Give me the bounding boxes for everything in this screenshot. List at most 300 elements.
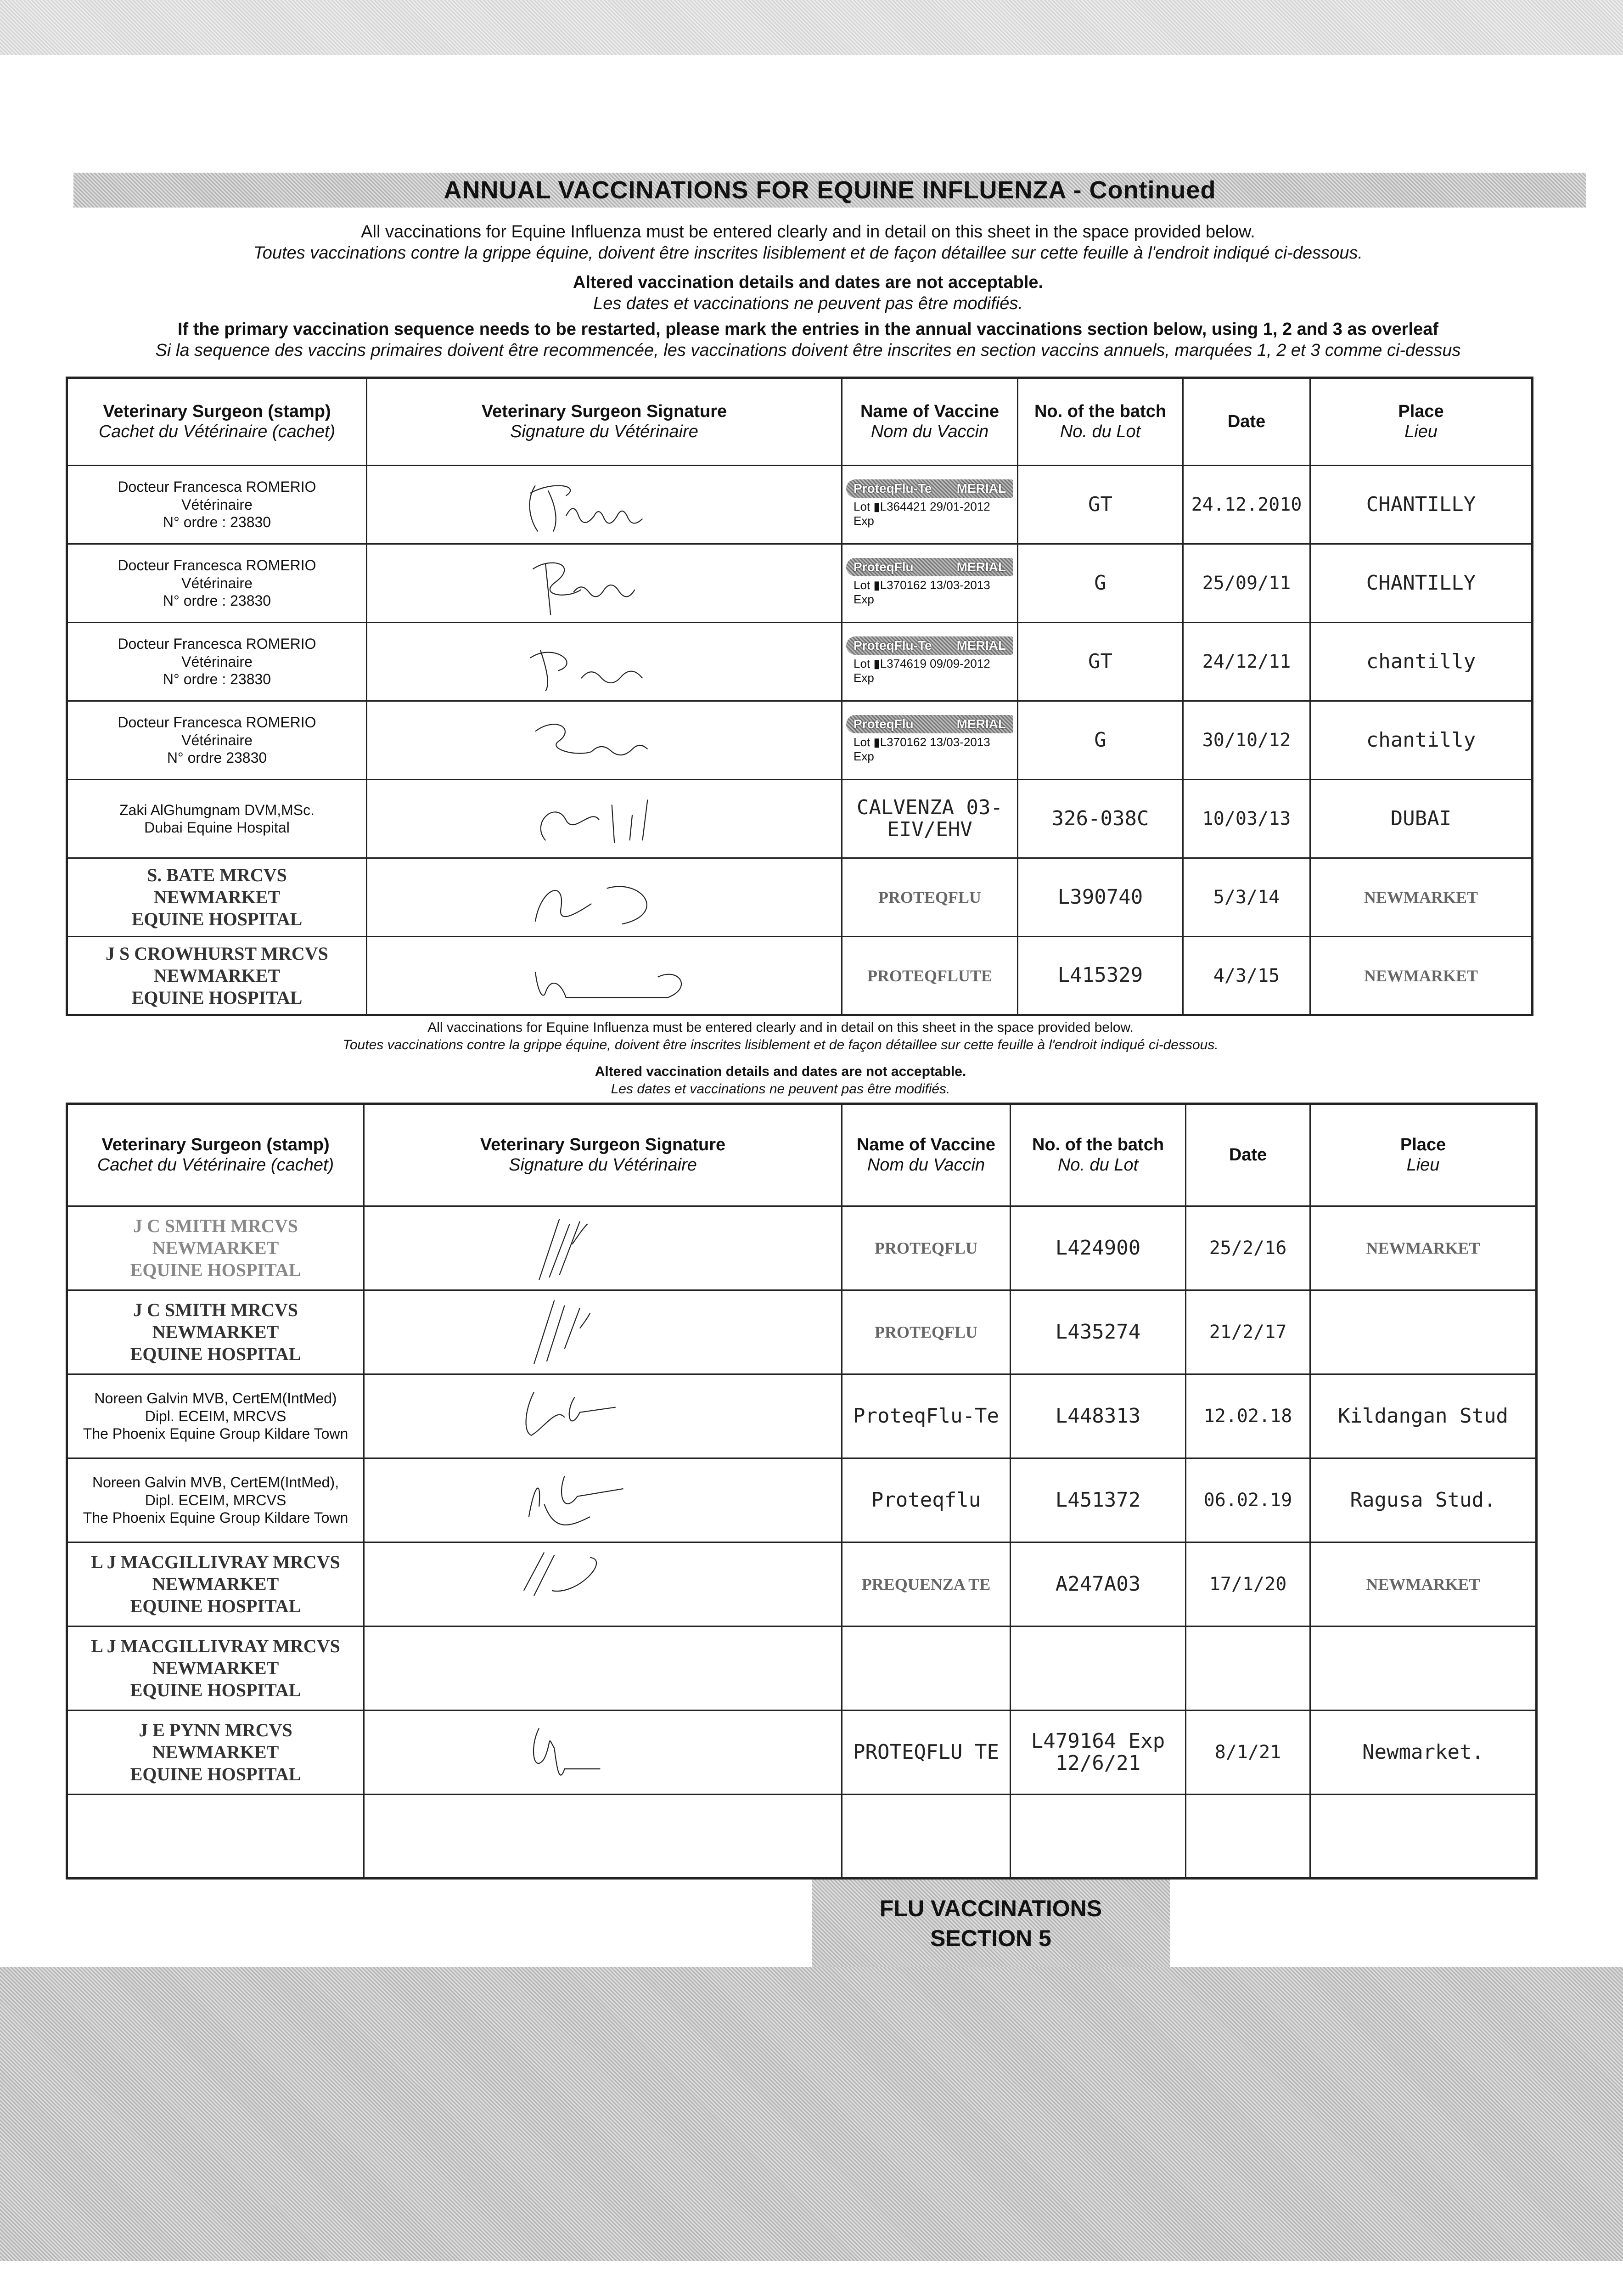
column-header-label: Name of Vaccine	[856, 1135, 996, 1154]
vet-stamp-cell	[67, 1542, 364, 1626]
place-cell	[1310, 780, 1533, 858]
vaccination-table-1	[66, 377, 1533, 1016]
vaccination-place: Newmarket.	[1362, 1740, 1484, 1764]
vet-stamp-line: Vétérinaire	[181, 574, 253, 591]
column-header-place	[1310, 378, 1533, 466]
sticker-expiry: 09/09-2012	[930, 656, 990, 670]
sticker-top	[846, 479, 1013, 498]
instruction-en-3: If the primary vaccination sequence needs to be restarted, please mark the entries in the annual vaccinations section below, using 1, 2 and 3 as overleaf	[177, 320, 1439, 339]
scan-border-bottom	[0, 1967, 1623, 2261]
sticker-bottom: Lot ▮L370162 13/03-2013 Exp	[854, 735, 990, 763]
place-cell	[1310, 466, 1533, 544]
date-cell	[1183, 937, 1310, 1015]
signature-cell	[364, 1374, 842, 1458]
instruction-fr-1-repeat: Toutes vaccinations contre la grippe équine, doivent être inscrites lisiblement et de façon détaillee sur cette feuille à l'endroit indiqué ci-dessous.	[343, 1037, 1219, 1052]
signature-cell	[364, 1711, 842, 1795]
place-cell	[1310, 1374, 1537, 1458]
batch-cell	[1011, 1458, 1186, 1542]
vet-stamp-cell	[67, 1374, 364, 1458]
vaccination-place: CHANTILLY	[1366, 492, 1476, 516]
vet-stamp-cell	[67, 1206, 364, 1290]
signature-cell	[364, 1206, 842, 1290]
table-row	[67, 1290, 1537, 1374]
batch-cell	[1011, 1374, 1186, 1458]
vet-stamp-line: N° ordre : 23830	[163, 671, 271, 688]
signature-cell	[367, 858, 842, 937]
vaccine-sticker	[846, 636, 1013, 687]
signature-cell	[364, 1290, 842, 1374]
vet-stamp-line: EQUINE HOSPITAL	[131, 909, 303, 929]
signature-cell	[367, 701, 842, 780]
vaccine-name-cell	[842, 466, 1018, 544]
vet-stamp-line: N° ordre 23830	[167, 749, 267, 766]
vaccination-date: 24/12/11	[1202, 651, 1291, 672]
instruction-fr-3: Si la sequence des vaccins primaires doivent être recommencée, les vaccinations doivent être inscrites en section vaccins annuels, marquées 1, 2 et 3 comme ci-dessus	[155, 341, 1461, 360]
section-title: FLU VACCINATIONS	[879, 1895, 1102, 1921]
sticker-expiry: 13/03-2013	[930, 578, 990, 592]
vaccination-place: NEWMARKET	[1366, 1239, 1480, 1257]
column-header-batch	[1011, 1104, 1186, 1206]
vaccine-sticker	[846, 479, 1013, 530]
date-cell	[1186, 1542, 1310, 1626]
instruction-fr-2-repeat: Les dates et vaccinations ne peuvent pas être modifiés.	[611, 1081, 950, 1097]
sticker-lot: L374619	[880, 656, 927, 670]
sticker-exp-label: Exp	[854, 671, 874, 685]
sticker-lot-label: Lot	[854, 578, 870, 592]
batch-number: 326-038C	[1051, 806, 1149, 830]
instruction-en-2: Altered vaccination details and dates are not acceptable.	[573, 273, 1044, 292]
vaccination-date: 24.12.2010	[1191, 494, 1302, 515]
table-row	[67, 780, 1533, 858]
vet-stamp-line: Docteur Francesca ROMERIO	[118, 636, 316, 653]
signature-image	[368, 1718, 837, 1787]
signature-cell	[367, 466, 842, 544]
column-header-label: Date	[1229, 1145, 1267, 1165]
vaccination-place: Ragusa Stud.	[1350, 1488, 1496, 1512]
vet-stamp-line: Dipl. ECEIM, MRCVS	[145, 1407, 286, 1424]
batch-number: L435274	[1055, 1320, 1141, 1344]
signature-cell	[364, 1795, 842, 1879]
sticker-expiry: 13/03-2013	[930, 735, 990, 749]
date-cell	[1186, 1290, 1310, 1374]
place-cell	[1310, 1206, 1537, 1290]
column-header-label-fr: Nom du Vaccin	[870, 422, 989, 441]
vaccination-date: 5/3/14	[1213, 887, 1280, 908]
sticker-bottom: Lot ▮L370162 13/03-2013 Exp	[854, 578, 990, 606]
vet-stamp-cell	[67, 1795, 364, 1879]
column-header-vaccine	[842, 1104, 1011, 1206]
signature-image	[371, 549, 837, 618]
vaccination-place: chantilly	[1366, 649, 1476, 673]
table-row	[67, 1711, 1537, 1795]
sticker-vaccine-name: ProteqFlu	[854, 559, 914, 574]
place-cell	[1310, 858, 1533, 937]
vaccine-sticker	[846, 715, 1013, 765]
vaccine-name-cell	[842, 1374, 1011, 1458]
batch-cell	[1018, 780, 1183, 858]
signature-image	[368, 1214, 837, 1283]
table-row	[67, 858, 1533, 937]
date-cell	[1183, 466, 1310, 544]
vet-stamp-line: NEWMARKET	[152, 1322, 279, 1342]
vaccination-place: chantilly	[1366, 728, 1476, 752]
date-cell	[1186, 1206, 1310, 1290]
vet-stamp	[72, 1474, 359, 1526]
vaccination-place: DUBAI	[1390, 806, 1452, 830]
vet-stamp-line: The Phoenix Equine Group Kildare Town	[83, 1425, 348, 1442]
sticker-vaccine-name: ProteqFlu-Te	[854, 638, 932, 653]
vaccination-date: 12.02.18	[1203, 1406, 1292, 1427]
table-row	[67, 1626, 1537, 1711]
date-cell	[1186, 1374, 1310, 1458]
vaccine-name-cell	[842, 1626, 1011, 1711]
sticker-top	[846, 636, 1013, 655]
place-cell	[1310, 1795, 1537, 1879]
vaccine-name: PROTEQFLU	[874, 1323, 977, 1341]
batch-number: L424900	[1055, 1236, 1141, 1260]
column-header-label-fr: Signature du Vétérinaire	[509, 1155, 697, 1175]
sticker-bottom: Lot ▮L374619 09/09-2012 Exp	[854, 656, 990, 685]
sticker-top	[846, 715, 1013, 733]
signature-cell	[367, 780, 842, 858]
column-header-date	[1186, 1104, 1310, 1206]
table-row	[67, 1542, 1537, 1626]
batch-number: GT	[1088, 492, 1112, 516]
date-cell	[1186, 1711, 1310, 1795]
vet-stamp-line: NEWMARKET	[152, 1574, 279, 1594]
instruction-en-1: All vaccinations for Equine Influenza must be entered clearly and in detail on this sheet in the space provided below.	[361, 222, 1255, 242]
vaccine-name: PROTEQFLU	[874, 1239, 977, 1257]
vet-stamp	[72, 1299, 359, 1365]
instruction-fr-1: Toutes vaccinations contre la grippe équine, doivent être inscrites lisiblement et de façon détaillee sur cette feuille à l'endroit indiqué ci-dessous.	[253, 243, 1363, 263]
signature-image	[368, 1466, 837, 1535]
signature-image	[371, 941, 837, 1010]
vet-stamp-cell	[67, 780, 367, 858]
table-row	[67, 937, 1533, 1015]
vet-stamp	[72, 635, 362, 688]
sticker-lot-label: Lot	[854, 735, 870, 749]
vaccine-name-cell	[842, 1795, 1011, 1879]
vet-stamp-line: NEWMARKET	[152, 1238, 279, 1258]
vet-stamp-line: The Phoenix Equine Group Kildare Town	[83, 1509, 348, 1526]
vet-stamp-cell	[67, 1458, 364, 1542]
column-header-label-fr: Cachet du Vétérinaire (cachet)	[98, 422, 336, 441]
page-title: ANNUAL VACCINATIONS FOR EQUINE INFLUENZA - Continued	[444, 176, 1216, 204]
column-header-label: No. of the batch	[1032, 1135, 1164, 1154]
signature-image	[371, 863, 837, 932]
sticker-bottom: Lot ▮L364421 29/01-2012 Exp	[854, 499, 990, 528]
signature-image	[371, 706, 837, 775]
vaccine-name-cell	[842, 858, 1018, 937]
vet-stamp-line: EQUINE HOSPITAL	[131, 987, 303, 1008]
vaccination-date: 25/09/11	[1202, 573, 1291, 594]
title-banner	[73, 173, 1586, 208]
vaccination-date: 8/1/21	[1214, 1742, 1281, 1763]
vet-stamp-cell	[67, 1711, 364, 1795]
signature-image	[371, 470, 837, 539]
place-cell	[1310, 1711, 1537, 1795]
batch-cell	[1018, 466, 1183, 544]
sticker-manufacturer: MERIAL	[956, 481, 1006, 495]
place-cell	[1310, 1458, 1537, 1542]
vet-stamp-line: Noreen Galvin MVB, CertEM(IntMed),	[92, 1474, 339, 1491]
date-cell	[1186, 1458, 1310, 1542]
vaccination-date: 30/10/12	[1202, 730, 1291, 751]
vet-stamp-line: EQUINE HOSPITAL	[130, 1764, 301, 1784]
vaccine-sticker	[846, 558, 1013, 608]
batch-cell	[1011, 1206, 1186, 1290]
vaccine-name: ProteqFlu-Te	[853, 1404, 999, 1428]
vet-stamp-line: N° ordre : 23830	[163, 592, 271, 609]
column-header-label: Veterinary Surgeon (stamp)	[101, 1135, 330, 1154]
signature-cell	[367, 544, 842, 623]
vet-stamp-line: NEWMARKET	[153, 887, 281, 907]
vet-stamp-line: Docteur Francesca ROMERIO	[118, 714, 316, 731]
batch-number: GT	[1088, 649, 1112, 673]
column-header-label-fr: No. du Lot	[1060, 422, 1141, 441]
date-cell	[1186, 1795, 1310, 1879]
signature-image	[368, 1550, 837, 1619]
column-header-place	[1310, 1104, 1537, 1206]
vet-stamp-line: N° ordre : 23830	[163, 514, 271, 531]
column-header-vaccine	[842, 378, 1018, 466]
sticker-exp-label: Exp	[854, 749, 874, 763]
date-cell	[1186, 1626, 1310, 1711]
vet-stamp-line: Dubai Equine Hospital	[144, 819, 290, 836]
column-header-stamp	[67, 378, 367, 466]
date-cell	[1183, 544, 1310, 623]
place-cell	[1310, 1290, 1537, 1374]
vet-stamp	[72, 943, 362, 1009]
vaccine-name-cell	[842, 937, 1018, 1015]
sticker-lot-label: Lot	[854, 656, 870, 670]
column-header-label-fr: Cachet du Vétérinaire (cachet)	[97, 1155, 334, 1175]
instruction-en-2-repeat: Altered vaccination details and dates are not acceptable.	[595, 1064, 966, 1079]
column-header-label: Veterinary Surgeon (stamp)	[103, 401, 331, 421]
table-row	[67, 1206, 1537, 1290]
sticker-vaccine-name: ProteqFlu-Te	[854, 481, 932, 495]
column-header-label: Date	[1227, 411, 1266, 431]
vet-stamp-line: EQUINE HOSPITAL	[130, 1596, 301, 1616]
vet-stamp	[72, 1390, 359, 1442]
place-cell	[1310, 1626, 1537, 1711]
vet-stamp-line: L J MACGILLIVRAY MRCVS	[91, 1552, 340, 1572]
instruction-fr-2: Les dates et vaccinations ne peuvent pas être modifiés.	[593, 294, 1023, 313]
vet-stamp-line: NEWMARKET	[153, 965, 281, 986]
vaccine-name-cell	[842, 544, 1018, 623]
vet-stamp-cell	[67, 1626, 364, 1711]
table-row	[67, 1458, 1537, 1542]
vet-stamp	[72, 864, 362, 930]
vet-stamp-line: NEWMARKET	[152, 1742, 279, 1762]
sticker-exp-label: Exp	[854, 592, 874, 606]
vet-stamp-line: J S CROWHURST MRCVS	[106, 943, 328, 964]
vet-stamp-line: EQUINE HOSPITAL	[130, 1344, 301, 1364]
table-row	[67, 1795, 1537, 1879]
table-row	[67, 623, 1533, 701]
batch-cell	[1018, 544, 1183, 623]
vet-stamp-line: NEWMARKET	[152, 1658, 279, 1678]
sticker-lot: L364421	[880, 499, 927, 513]
vaccine-name-cell	[842, 701, 1018, 780]
place-cell	[1310, 937, 1533, 1015]
sticker-manufacturer: MERIAL	[956, 559, 1006, 574]
column-header-label-fr: Lieu	[1404, 422, 1438, 441]
column-header-label-fr: Nom du Vaccin	[867, 1155, 985, 1175]
batch-number: L451372	[1055, 1488, 1141, 1512]
vet-stamp-cell	[67, 466, 367, 544]
vet-stamp	[72, 714, 362, 766]
batch-cell	[1018, 701, 1183, 780]
sticker-lot: L370162	[880, 578, 927, 592]
place-cell	[1310, 544, 1533, 623]
batch-number: L415329	[1057, 963, 1143, 987]
vaccination-date: 25/2/16	[1209, 1238, 1287, 1259]
vet-stamp	[72, 557, 362, 609]
column-header-label: Place	[1400, 1135, 1446, 1154]
vet-stamp-line: J C SMITH MRCVS	[133, 1300, 298, 1320]
table-row	[67, 544, 1533, 623]
column-header-label-fr: Lieu	[1406, 1155, 1440, 1175]
vet-stamp-cell	[67, 701, 367, 780]
signature-image	[371, 784, 837, 853]
place-cell	[1310, 1542, 1537, 1626]
sticker-top	[846, 558, 1013, 576]
vet-stamp-cell	[67, 544, 367, 623]
vaccination-place: NEWMARKET	[1364, 966, 1478, 985]
signature-cell	[367, 937, 842, 1015]
batch-number: L390740	[1057, 885, 1143, 909]
vaccination-date: 17/1/20	[1209, 1574, 1287, 1595]
vaccine-name: CALVENZA 03-EIV/EHV	[857, 795, 1003, 841]
sticker-expiry: 29/01-2012	[930, 499, 990, 513]
sticker-exp-label: Exp	[854, 514, 874, 528]
date-cell	[1183, 701, 1310, 780]
vet-stamp	[72, 478, 362, 531]
vaccination-date: 06.02.19	[1203, 1490, 1292, 1511]
column-header-label: Veterinary Surgeon Signature	[481, 401, 727, 421]
column-header-stamp	[67, 1104, 364, 1206]
vet-stamp-line: Noreen Galvin MVB, CertEM(IntMed)	[94, 1390, 337, 1407]
column-header-label-fr: No. du Lot	[1057, 1155, 1139, 1175]
vet-stamp-line: Dipl. ECEIM, MRCVS	[145, 1491, 286, 1508]
place-cell	[1310, 701, 1533, 780]
column-header-label: Veterinary Surgeon Signature	[480, 1135, 726, 1154]
vet-stamp-line: EQUINE HOSPITAL	[130, 1680, 301, 1700]
vaccine-name: PROTEQFLUTE	[867, 966, 993, 985]
batch-cell	[1018, 937, 1183, 1015]
vaccination-place: NEWMARKET	[1364, 888, 1478, 906]
vaccine-name-cell	[842, 1711, 1011, 1795]
vaccination-place: CHANTILLY	[1366, 571, 1476, 595]
sticker-vaccine-name: ProteqFlu	[854, 716, 914, 731]
column-header-label: Place	[1398, 401, 1444, 421]
vaccination-date: 21/2/17	[1209, 1322, 1287, 1343]
batch-cell	[1011, 1542, 1186, 1626]
vet-stamp-line: Docteur Francesca ROMERIO	[118, 478, 316, 495]
date-cell	[1183, 858, 1310, 937]
vaccination-date: 4/3/15	[1213, 965, 1280, 986]
vet-stamp-line: L J MACGILLIVRAY MRCVS	[91, 1636, 340, 1656]
batch-cell	[1018, 858, 1183, 937]
scan-border-top	[0, 0, 1623, 55]
vaccine-name: PROTEQFLU	[878, 888, 981, 906]
batch-number: G	[1094, 728, 1106, 752]
vaccination-place: Kildangan Stud	[1338, 1404, 1508, 1428]
vaccine-name: PROTEQFLU TE	[853, 1740, 999, 1764]
vaccine-name: Proteqflu	[871, 1488, 981, 1512]
vet-stamp	[72, 1215, 359, 1281]
vet-stamp	[72, 801, 362, 837]
column-header-date	[1183, 378, 1310, 466]
column-header-batch	[1018, 378, 1183, 466]
place-cell	[1310, 623, 1533, 701]
vet-stamp	[72, 1635, 359, 1701]
batch-number: A247A03	[1055, 1572, 1141, 1596]
sticker-lot: L370162	[880, 735, 927, 749]
vaccination-date: 10/03/13	[1202, 808, 1291, 829]
vet-stamp-line: Vétérinaire	[181, 653, 253, 670]
vaccine-name-cell	[842, 623, 1018, 701]
table-row	[67, 466, 1533, 544]
vet-stamp-line: Zaki AlGhumgnam DVM,MSc.	[119, 801, 314, 818]
table-row	[67, 1374, 1537, 1458]
column-header-label: Name of Vaccine	[860, 401, 1000, 421]
vet-stamp-cell	[67, 623, 367, 701]
vaccine-name-cell	[842, 1458, 1011, 1542]
vet-stamp-line: EQUINE HOSPITAL	[130, 1260, 301, 1280]
column-header-signature	[367, 378, 842, 466]
vet-stamp-line: Vétérinaire	[181, 732, 253, 748]
instruction-en-1-repeat: All vaccinations for Equine Influenza must be entered clearly and in detail on this sheet in the space provided below.	[427, 1020, 1134, 1035]
column-header-label: No. of the batch	[1034, 401, 1167, 421]
column-header-label-fr: Signature du Vétérinaire	[510, 422, 698, 441]
vet-stamp-line: J C SMITH MRCVS	[133, 1216, 298, 1236]
batch-cell	[1011, 1290, 1186, 1374]
vaccine-name-cell	[842, 1290, 1011, 1374]
vaccine-name-cell	[842, 780, 1018, 858]
vet-stamp-cell	[67, 937, 367, 1015]
signature-cell	[364, 1626, 842, 1711]
signature-image	[368, 1298, 837, 1367]
vet-stamp-line: J E PYNN MRCVS	[139, 1720, 292, 1740]
vaccination-table-2	[66, 1103, 1538, 1880]
section-label	[812, 1880, 1170, 1967]
signature-cell	[367, 623, 842, 701]
vet-stamp	[72, 1551, 359, 1617]
batch-cell	[1018, 623, 1183, 701]
vaccination-place: NEWMARKET	[1366, 1575, 1480, 1593]
batch-cell	[1011, 1795, 1186, 1879]
vet-stamp-cell	[67, 858, 367, 937]
vaccine-name-cell	[842, 1542, 1011, 1626]
vet-stamp-line: S. BATE MRCVS	[147, 865, 287, 885]
batch-number: G	[1094, 571, 1106, 595]
sticker-manufacturer: MERIAL	[956, 638, 1006, 653]
signature-image	[371, 627, 837, 696]
batch-number: L479164 Exp 12/6/21	[1031, 1729, 1165, 1775]
vaccine-name: PREQUENZA TE	[861, 1575, 991, 1593]
sticker-manufacturer: MERIAL	[956, 716, 1006, 731]
date-cell	[1183, 780, 1310, 858]
vet-stamp-line: Docteur Francesca ROMERIO	[118, 557, 316, 574]
signature-image	[368, 1382, 837, 1451]
batch-number: L448313	[1055, 1404, 1141, 1428]
batch-cell	[1011, 1711, 1186, 1795]
sticker-lot-label: Lot	[854, 499, 870, 513]
vaccine-name-cell	[842, 1206, 1011, 1290]
vet-stamp	[72, 1719, 359, 1785]
